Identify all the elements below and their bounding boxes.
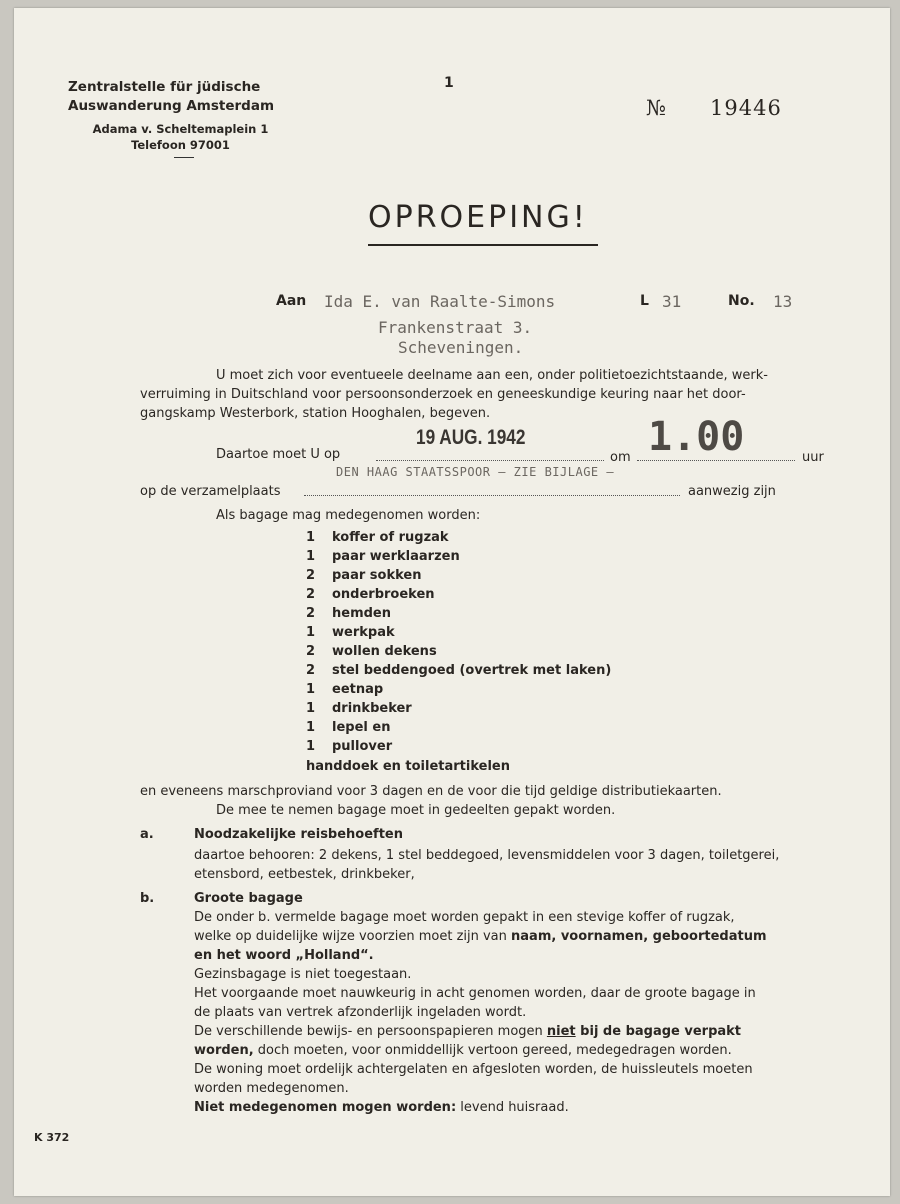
baggage-item — [306, 701, 412, 720]
recipient-city: Scheveningen. — [398, 338, 524, 357]
baggage-name: eetnap — [332, 682, 384, 697]
section-b-p4-bold: bij de bagage verpakt — [575, 1024, 742, 1039]
baggage-qty: 1 — [306, 549, 316, 564]
baggage-item — [306, 568, 421, 587]
section-b-p4-niet: niet — [546, 1024, 576, 1039]
baggage-qty: 2 — [306, 644, 316, 659]
section-b-p6-text: levend huisraad. — [456, 1100, 569, 1115]
baggage-qty: 1 — [306, 530, 316, 545]
baggage-item — [306, 739, 392, 758]
baggage-item — [306, 530, 449, 549]
intro-line-3: gangskamp Westerbork, station Hooghalen, begeven. — [140, 406, 491, 421]
baggage-qty: 1 — [306, 625, 316, 640]
baggage-item — [306, 625, 395, 644]
section-b-p6-bold: Niet medegenomen mogen worden: — [194, 1100, 457, 1115]
section-b-p1-line-1: De onder b. vermelde bagage moet worden gepakt in een stevige koffer of rugzak, — [194, 910, 735, 925]
baggage-item — [306, 644, 437, 663]
baggage-name: werkpak — [332, 625, 395, 640]
address-rule — [174, 157, 194, 158]
baggage-name: paar sokken — [332, 568, 422, 583]
section-b-p6 — [194, 1098, 569, 1117]
section-b-p4-worden: worden, — [194, 1043, 254, 1058]
section-b-p4-rest: doch moeten, voor onmiddellijk vertoon gereed, medegedragen worden. — [253, 1043, 732, 1058]
baggage-qty: 1 — [306, 701, 316, 716]
footer-code: K 372 — [34, 1131, 70, 1144]
l-value: 31 — [662, 292, 682, 311]
present-label: aanwezig zijn — [688, 484, 776, 499]
baggage-item — [306, 587, 435, 606]
aan-label: Aan — [276, 293, 307, 309]
baggage-intro: Als bagage mag medegenomen worden: — [216, 508, 481, 523]
baggage-qty: 2 — [306, 663, 316, 678]
baggage-qty: 2 — [306, 606, 316, 621]
baggage-qty: 1 — [306, 720, 316, 735]
place-field — [304, 482, 680, 496]
uur-label: uur — [802, 450, 824, 465]
baggage-qty: 1 — [306, 739, 316, 754]
section-b-p1-line-2-text: welke op duidelijke wijze voorzien moet zijn van — [194, 929, 512, 944]
baggage-name: lepel en — [332, 720, 391, 735]
section-b-p4-line-1 — [194, 1022, 741, 1041]
date-stamp: 19 AUG. 1942 — [416, 426, 526, 449]
baggage-name: stel beddengoed (overtrek met laken) — [332, 663, 612, 678]
section-b-p1-line-2 — [194, 927, 767, 946]
baggage-item — [306, 720, 390, 739]
baggage-name: paar werklaarzen — [332, 549, 460, 564]
l-label: L — [640, 293, 649, 309]
baggage-name: koffer of rugzak — [332, 530, 449, 545]
intro-line-1: U moet zich voor eventueele deelname aan een, onder politietoezichtstaande, werk- — [216, 368, 768, 383]
baggage-item — [306, 549, 460, 568]
provisions-line-2: De mee te nemen bagage moet in gedeelten gepakt worden. — [216, 803, 616, 818]
title-underline — [368, 244, 598, 246]
section-a-line-2: etensbord, eetbestek, drinkbeker, — [194, 867, 415, 882]
place-value: DEN HAAG STAATSSPOOR — ZIE BIJLAGE — — [336, 465, 615, 479]
baggage-item-last: handdoek en toiletartikelen — [306, 759, 510, 774]
section-b-p1-line-3: en het woord „Holland“. — [194, 948, 374, 963]
page-number: 1 — [444, 75, 454, 91]
section-b-p1-line-2-bold: naam, voornamen, geboortedatum — [511, 929, 767, 944]
recipient-name: Ida E. van Raalte-Simons — [324, 292, 556, 311]
section-a-title: Noodzakelijke reisbehoeften — [194, 827, 403, 842]
intro-line-2: verruiming in Duitschland voor persoonsonderzoek en geneeskundige keuring naar het door- — [140, 387, 746, 402]
section-b-title: Groote bagage — [194, 891, 303, 906]
section-b-p5-line-2: worden medegenomen. — [194, 1081, 349, 1096]
no-label: No. — [728, 293, 755, 309]
baggage-qty: 2 — [306, 568, 316, 583]
document-number: 19446 — [710, 96, 782, 120]
section-b-p4-text: De verschillende bewijs- en persoonspapieren mogen — [194, 1024, 547, 1039]
section-b-p3-line-1: Het voorgaande moet nauwkeurig in acht genomen worden, daar de groote bagage in — [194, 986, 756, 1001]
place-label: op de verzamelplaats — [140, 484, 281, 499]
recipient-street: Frankenstraat 3. — [378, 318, 533, 337]
baggage-name: pullover — [332, 739, 393, 754]
baggage-item — [306, 682, 383, 701]
baggage-name: onderbroeken — [332, 587, 435, 602]
baggage-name: hemden — [332, 606, 391, 621]
baggage-qty: 2 — [306, 587, 316, 602]
date-label: Daartoe moet U op — [216, 447, 341, 462]
document-page — [14, 8, 890, 1196]
org-name-line2: Auswanderung Amsterdam — [68, 98, 275, 114]
org-address: Adama v. Scheltemaplein 1 — [92, 122, 269, 136]
section-b-p2: Gezinsbagage is niet toegestaan. — [194, 967, 412, 982]
section-b-p4-line-2 — [194, 1041, 732, 1060]
section-b-p5-line-1: De woning moet ordelijk achtergelaten en afgesloten worden, de huissleutels moeten — [194, 1062, 753, 1077]
provisions-line-1: en eveneens marschproviand voor 3 dagen en de voor die tijd geldige distributiekaarten. — [140, 784, 722, 799]
org-phone: Telefoon 97001 — [131, 138, 230, 152]
baggage-item — [306, 663, 611, 682]
org-name-line1: Zentralstelle für jüdische — [68, 79, 261, 95]
number-symbol: № — [646, 96, 666, 120]
section-a-line-1: daartoe behooren: 2 dekens, 1 stel beddegoed, levensmiddelen voor 3 dagen, toiletgerei, — [194, 848, 780, 863]
time-value: 1.00 — [648, 414, 745, 460]
section-b-p3-line-2: de plaats van vertrek afzonderlijk ingeladen wordt. — [194, 1005, 527, 1020]
baggage-qty: 1 — [306, 682, 316, 697]
om-label: om — [610, 450, 631, 465]
no-value: 13 — [773, 292, 793, 311]
section-b-label: b. — [140, 891, 155, 906]
baggage-name: wollen dekens — [332, 644, 437, 659]
baggage-item — [306, 606, 391, 625]
section-a-label: a. — [140, 827, 154, 842]
baggage-name: drinkbeker — [332, 701, 412, 716]
page-title: OPROEPING! — [368, 200, 588, 235]
